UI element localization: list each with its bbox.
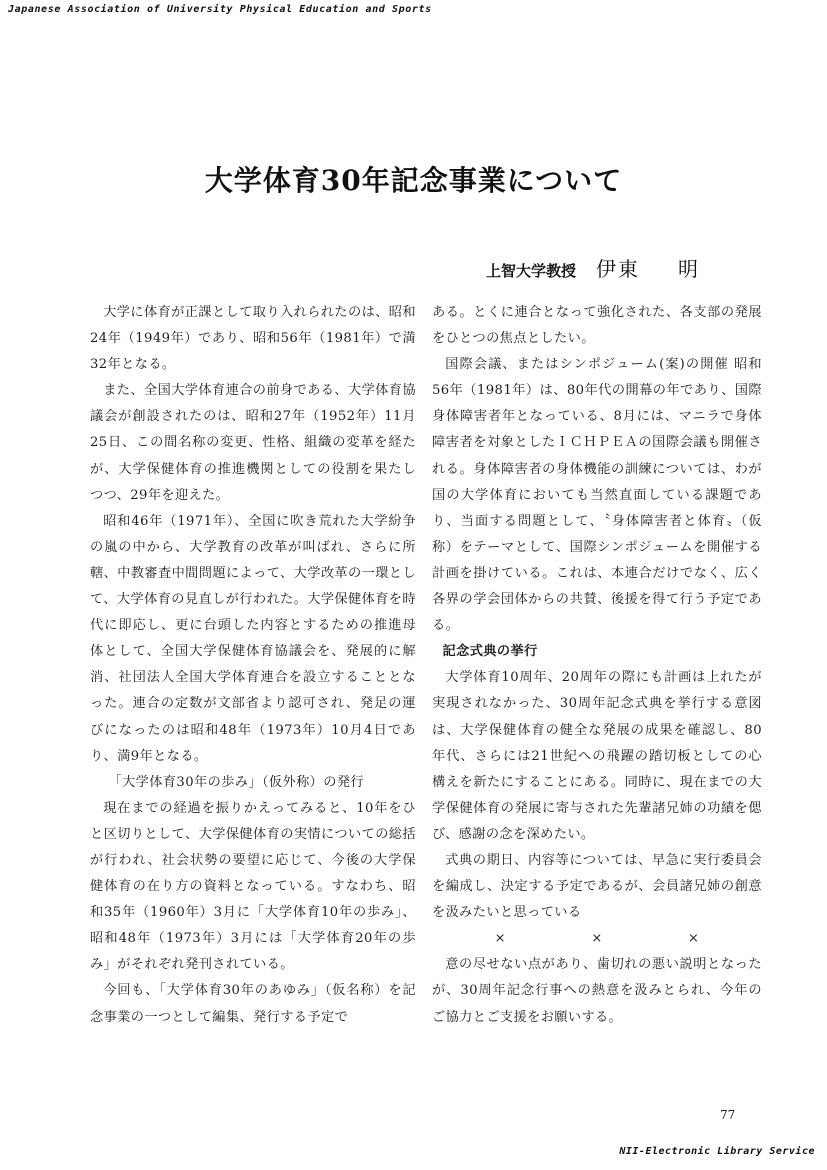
paragraph: 国際会議、またはシンポジューム(案)の開催 昭和56年（1981年）は、80年代の開幕の年であり、国際身体障害者年となっている、8月には、マニラで身体障害者を対象としたＩＣＨＰＥＡの国際会議も開催される。身体障害者の身体機能の訓練については、わが国の大学体育においても当然直面している課題であり、当面する問題として、〝身体障害者と体育〟（仮称）をテーマとして、国際シンポジュームを開催する計画を掛けている。これは、本連合だけでなく、広く各界の学会団体からの共賛、後援を得て行う予定である。: [432, 357, 762, 634]
publisher-header: Japanese Association of University Physical Education and Sports: [8, 4, 432, 15]
author-block: [486, 253, 700, 282]
author-affiliation: 上智大学教授: [486, 262, 577, 280]
cross-mark: ×: [591, 931, 603, 947]
paragraph: ある。とくに連合となって強化された、各支部の発展をひとつの焦点としたい。: [432, 305, 762, 347]
paragraph: 大学体育10周年、20周年の際にも計画は上れたが実現されなかった、30周年記念式典を挙行する意図は、大学保健体育の健全な発展の成果を確認し、80年代、さらには21世紀への飛躍の踏切板としての心構えを新たにすることにある。同時に、現在までの大学保健体育の発展に寄与された先輩諸兄姉の功績を偲び、感謝の念を深めたい。: [432, 670, 762, 842]
cross-mark: ×: [687, 931, 700, 947]
publication-heading: 「大学体育30年の歩み」（仮外称）の発行: [108, 774, 365, 790]
paragraph: また、全国大学体育連合の前身である、大学体育協議会が創設されたのは、昭和27年（1952年）11月25日、この間名称の変更、性格、組織の変革を経たが、大学保健体育の推進機関としての役割を果たしつつ、29年を迎えた。: [90, 383, 416, 503]
author-family-name: 伊東: [596, 257, 641, 281]
right-column: [432, 300, 762, 1031]
paragraph: 式典の期日、内容等については、早急に実行委員会を編成し、決定する予定であるが、会員諸兄姉の創意を汲みたいと思っている: [432, 852, 762, 921]
page-number: 77: [720, 1108, 736, 1122]
cross-mark: ×: [494, 931, 506, 947]
paragraph: 意の尽せない点があり、歯切れの悪い説明となったが、30周年記念行事への熱意を汲みとられ、今年のご協力とご支援をお願いする。: [432, 957, 762, 1025]
article-title: 大学体育30年記念事業について: [204, 163, 623, 197]
paragraph: 現在までの経過を振りかえってみると、10年をひと区切りとして、大学保健体育の実情についての総括が行われ、社会状勢の要望に応じて、今後の大学保健体育の在り方の資料となっている。すなわち、昭和35年（1960年）3月に「大学体育10年の歩み」、昭和48年（1973年）3月には「大学体育20年の歩み」がそれぞれ発刊されている。: [90, 800, 416, 973]
section-separator: [452, 926, 742, 952]
author-name: [596, 253, 700, 282]
author-given-name: 明: [678, 257, 701, 281]
section-heading-ceremony: 記念式典の挙行: [442, 644, 538, 660]
paragraph: 今回も、「大学体育30年のあゆみ」（仮名称）を記念事業の一つとして編集、発行する予定で: [90, 983, 416, 1025]
paragraph: 大学に体育が正課として取り入れられたのは、昭和24年（1949年）であり、昭和56年（1981年）で満32年となる。: [90, 305, 416, 373]
left-column: [90, 300, 416, 1031]
library-footer: NII-Electronic Library Service: [619, 1146, 815, 1157]
paragraph: 昭和46年（1971年）、全国に吹き荒れた大学紛争の嵐の中から、大学教育の改革が叫ばれ、さらに所轄、中教審査中間問題によって、大学改革の一環として、大学体育の見直しが行われた。大学保健体育を時代に即応し、更に台頭した内容とするための推進母体として、全国大学保健体育協議会を、発展的に解消、社団法人全国大学体育連合を設立することとなった。連合の定数が文部省より認可され、発足の運びになったのは昭和48年（1973年）10月4日であり、満9年となる。: [90, 513, 416, 764]
